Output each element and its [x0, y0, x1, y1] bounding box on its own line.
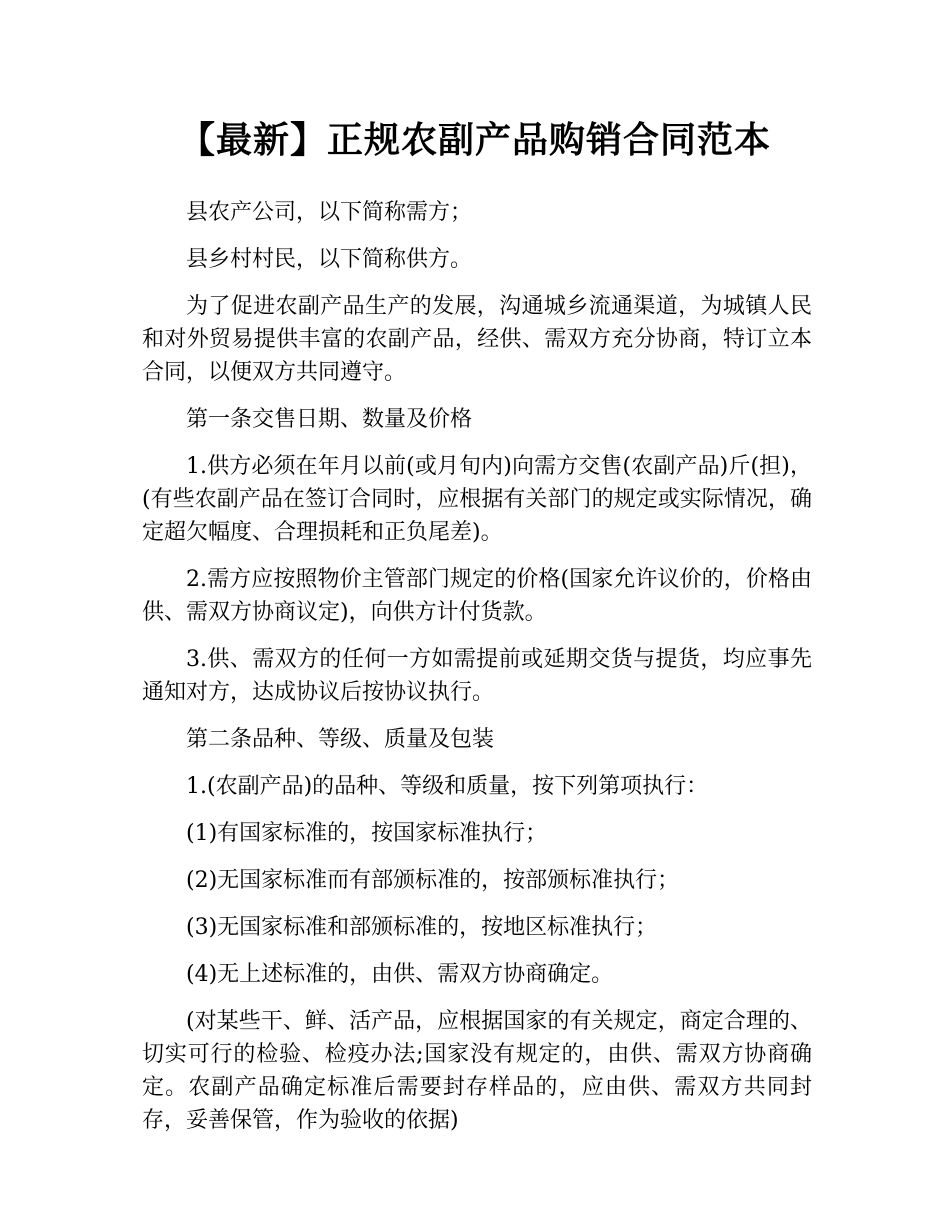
paragraph: 为了促进农副产品生产的发展，沟通城乡流通渠道，为城镇人民和对外贸易提供丰富的农副产品，经供、需双方充分协商，特订立本合同，以便双方共同遵守。: [142, 294, 812, 385]
list-item: (4)无上述标准的，由供、需双方协商确定。: [186, 962, 614, 987]
paragraph: 1.供方必须在年月以前(或月旬内)向需方交售(农副产品)斤(担)，(有些农副产品在签订合同时，应根据有关部门的规定或实际情况，确定超欠幅度、合理损耗和正负尾差)。: [142, 454, 812, 545]
paragraph: 3.供、需双方的任何一方如需提前或延期交货与提货，均应事先通知对方，达成协议后按协议执行。: [142, 647, 812, 705]
list-item: (1)有国家标准的，按国家标准执行；: [186, 821, 548, 846]
paragraph: 1.(农副产品)的品种、等级和质量，按下列第项执行：: [186, 774, 709, 799]
document-title: 【最新】正规农副产品购销合同范本: [178, 120, 771, 161]
paragraph: 县乡村村民，以下简称供方。: [186, 247, 473, 272]
paragraph: 2.需方应按照物价主管部门规定的价格(国家允许议价的，价格由供、需双方协商议定)，向供方计付货款。: [142, 567, 812, 625]
list-item: (3)无国家标准和部颁标准的，按地区标准执行；: [186, 915, 658, 940]
paragraph: 县农产公司，以下简称需方；: [186, 200, 473, 225]
section-heading: 第二条品种、等级、质量及包装: [186, 727, 495, 752]
section-heading: 第一条交售日期、数量及价格: [186, 407, 473, 432]
paragraph: (对某些干、鲜、活产品，应根据国家的有关规定，商定合理的、切实可行的检验、检疫办法;国家没有规定的，由供、需双方协商确定。农副产品确定标准后需要封存样品的，应由供、需双方共同封存，妥善保管，作为验收的依据): [142, 1009, 812, 1133]
list-item: (2)无国家标准而有部颁标准的，按部颁标准执行；: [186, 868, 680, 893]
document-body: [142, 196, 812, 1151]
